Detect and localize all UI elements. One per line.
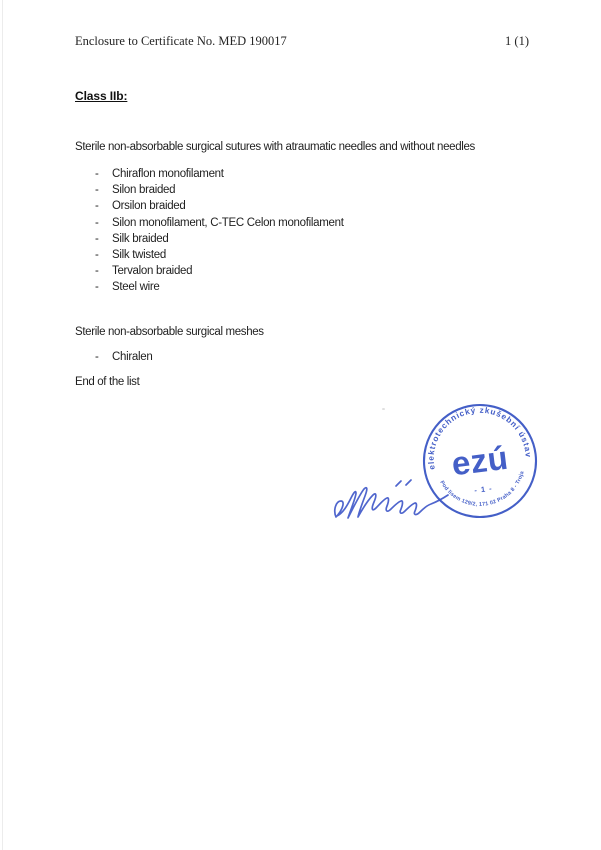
list-item-label: Silk twisted — [112, 248, 166, 261]
header-title: Enclosure to Certificate No. MED 190017 — [75, 34, 287, 48]
end-of-list-note: End of the list — [75, 376, 140, 388]
list-item — [75, 249, 344, 265]
meshes-list — [75, 351, 152, 367]
signature-stroke — [335, 488, 448, 518]
bullet-dash: - — [95, 216, 99, 229]
list-item-label: Silon monofilament, C-TEC Celon monofilament — [112, 216, 344, 229]
list-item — [75, 217, 344, 233]
list-item — [75, 200, 344, 216]
list-item — [75, 265, 344, 281]
class-heading: Class IIb: — [75, 89, 128, 103]
signature-diacritic-tick — [406, 480, 411, 485]
bullet-dash: - — [95, 248, 99, 261]
sutures-list — [75, 168, 344, 298]
list-item — [75, 281, 344, 297]
bullet-dash: - — [95, 281, 99, 294]
list-item-label: Chiralen — [112, 351, 153, 363]
bullet-dash: - — [95, 200, 99, 213]
page-header — [75, 34, 529, 49]
list-item-label: Steel wire — [112, 281, 160, 294]
stamp-top-arc-text: elektrotechnický zkušební ústav — [426, 405, 533, 471]
list-item — [75, 168, 344, 184]
bullet-dash: - — [95, 232, 99, 245]
list-item — [75, 184, 344, 200]
bullet-dash: - — [95, 184, 99, 197]
stamp-number-text: - 1 - — [473, 483, 494, 495]
sutures-intro: Sterile non-absorbable surgical sutures with atraumatic needles and without needles — [75, 141, 475, 153]
list-item — [75, 351, 152, 367]
stamp-bottom-arc-text: Pod lisem 129/2, 171 02 Praha 8 - Troja — [438, 470, 526, 508]
scan-speck — [382, 408, 385, 410]
scan-edge-artifact — [2, 0, 3, 850]
header-page-number: 1 (1) — [505, 34, 529, 48]
list-item — [75, 233, 344, 249]
list-item-label: Silk braided — [112, 232, 169, 245]
stamp-logo-text: ezú — [449, 438, 511, 483]
bullet-dash: - — [95, 168, 99, 180]
list-item-label: Chiraflon monofilament — [112, 168, 224, 180]
list-item-label: Tervalon braided — [112, 265, 193, 278]
signature-diacritic-tick — [396, 481, 401, 486]
bullet-dash: - — [95, 351, 99, 363]
signature — [330, 473, 465, 533]
list-item-label: Silon braided — [112, 184, 176, 197]
bullet-dash: - — [95, 265, 99, 278]
meshes-intro: Sterile non-absorbable surgical meshes — [75, 326, 264, 338]
list-item-label: Orsilon braided — [112, 200, 186, 213]
